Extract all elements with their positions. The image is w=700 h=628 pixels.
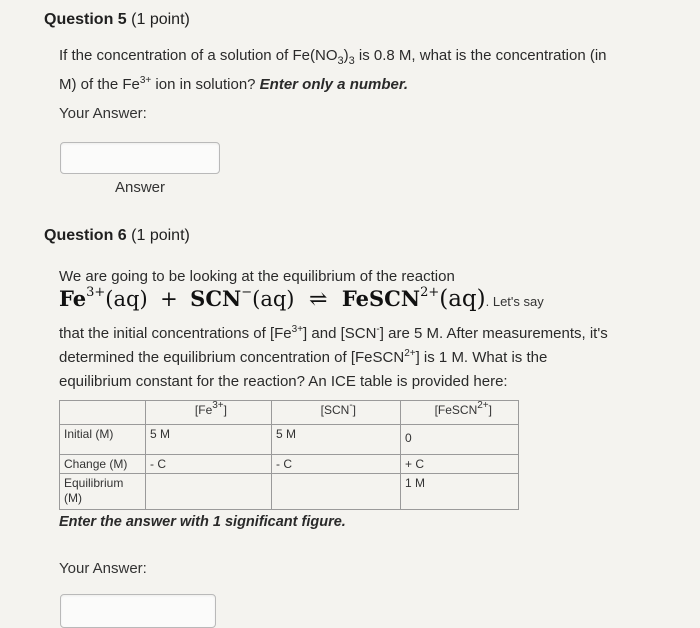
answer-caption: Answer xyxy=(115,179,166,196)
table-row xyxy=(60,425,519,455)
table-cell: - C xyxy=(146,455,272,474)
question-title-text: Question 5 xyxy=(44,11,127,28)
table-cell: 1 M xyxy=(401,474,519,510)
table-row xyxy=(60,474,519,510)
reaction-equation: $Fe^{3+}(aq) + SCN^-(aq)$ ⇌ FeSCN$^{2+}$(aq). Let's say xyxy=(59,285,544,312)
your-answer-label: Your Answer: xyxy=(59,560,147,577)
question-5-text: If the concentration of a solution of $Fe(NO_3)_3$ is 0.8 M, what is the concentration (in M) of the $Fe^{3+}$ ion in solution? Enter only a number. xyxy=(59,47,607,93)
table-cell: 5 M xyxy=(146,425,272,455)
question-6-text: that the initial concentrations of $[Fe^{3+}]$ and [SCN-] are 5 M. After measurements, it's determined the equilibrium concentration of [FeSCN$^{2+}$] is 1 M. What is the equilibrium constant for the reaction? An ICE table is provided here: xyxy=(59,324,608,390)
table-header-scn: [SCN-] xyxy=(272,401,401,425)
table-header-row xyxy=(60,401,519,425)
table-header-fe: $[Fe^{3+}]$ xyxy=(146,401,272,425)
table-cell: 5 M xyxy=(272,425,401,455)
your-answer-label: Your Answer: xyxy=(59,105,147,122)
table-header-fescn: [FeSCN$^{2+}$] xyxy=(401,401,519,425)
ice-table xyxy=(59,400,519,510)
question-title-text: Question 6 xyxy=(44,227,127,244)
equilibrium-arrow-icon: ⇌ xyxy=(308,287,328,312)
row-label-initial: Initial (M) xyxy=(60,425,146,455)
table-cell xyxy=(272,474,401,510)
answer-input[interactable] xyxy=(60,142,220,174)
question-6-title xyxy=(44,227,190,245)
question-6-intro: We are going to be looking at the equilibrium of the reaction xyxy=(59,268,455,285)
significant-figure-instruction: Enter the answer with 1 significant figure. xyxy=(59,514,346,530)
table-row xyxy=(60,455,519,474)
row-label-equilibrium: Equilibrium (M) xyxy=(60,474,146,510)
table-cell xyxy=(60,401,146,425)
table-cell xyxy=(146,474,272,510)
table-cell: - C xyxy=(272,455,401,474)
table-cell: + C xyxy=(401,455,519,474)
question-5-title xyxy=(44,11,190,29)
question-points: (1 point) xyxy=(131,11,190,28)
table-cell: 0 xyxy=(401,425,519,455)
row-label-change: Change (M) xyxy=(60,455,146,474)
question-points: (1 point) xyxy=(131,227,190,244)
